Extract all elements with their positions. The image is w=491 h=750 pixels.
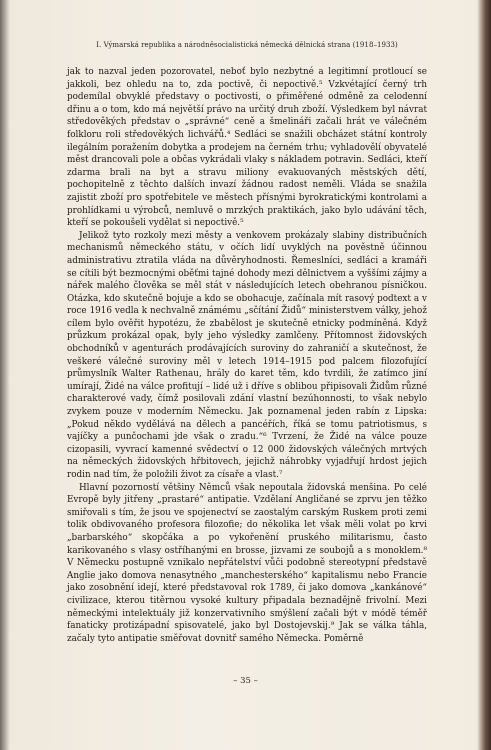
running-header: I. Výmarská republika a národněsocialistická německá dělnická strana (1918–1933) bbox=[96, 41, 398, 49]
paragraph: Hlavní pozorností většiny Němců však nepoutala židovská menšina. Po celé Evropě byly jitřeny „prastaré“ antipatie. Vzdělaní Angličané se zprvu jen těžko smiřovali s tím, že jsou ve spojenectví se zaostalým carským Ruskem proti zemi tolik obdivovaného profesora filozofie; do několika let však měli volat po krvi „barbarského“ skopčáka a po vykořenění pruského militarismu, často karikovaného s vlasy ostříhanými en brosse, jizvami ze soubojů a s monoklem.⁸ V Německu postupně vznikalo nepřátelství vůči podobně stereotypní představě Anglie jako domova nenasytného „manchesterského“ kapitalismu nebo Francie jako zosobnění idejí, které představoval rok 1789, či jako domova „kankánové“ civilizace, kterou titěrnou vysoké kultury připadala beznadějně frivolní. Mezi německými intelektuály již konzervativního smýšlení začali být v módě téměř fanaticky protizápadní spisovatelé, jako byl Dostojevskij.⁹ Jak se válka táhla, začaly tyto antipatie směřovat dovnitř samého Německa. Poměrně bbox=[67, 482, 427, 644]
book-gutter-shadow bbox=[0, 0, 10, 750]
page-number: – 35 – bbox=[233, 676, 258, 686]
book-page-edge bbox=[477, 0, 491, 750]
paragraph: Jelikož tyto rozkoly mezi městy a venkovem prokázaly slabiny distribučních mechanismů německého státu, v očích lidí uvyklých na pověstně účinnou administrativu ztratila vláda na důvěryhodnosti. Řemeslníci, sedláci a kramáři se cítili být bezmocnými oběťmi tajné dohody mezi dělnictvem a vyššími zájmy a nářek malého člověka se měl stát v následujících letech obehranou písničkou. Otázka, kdo skutečně bojuje a kdo se obohacuje, začínala mít rasový podtext a v roce 1916 vedla k nechvalně známému „sčítání Židů“ ministerstvem války, jehož cílem bylo ověřit hypotézu, že zbabělost je skutečně etnicky podmíněná. Když průzkum prokázal opak, byly jeho výsledky zamlčeny. Přítomnost židovských obchodníků v agenturách prodávajících suroviny do zahraničí a skutečnost, že veškeré válečné suroviny měl v letech 1914–1915 pod palcem filozofující průmyslník Walter Rathenau, hrály do karet těm, kdo tvrdili, že zatímco jiní umírají, Židé na válce profitují – lidé už i dříve s oblibou připisovali Židům různé charakterové vady, čímž posilovali zdání vlastní bezúhonnosti, to však nebylo zvykem pouze v moderním Německu. Jak poznamenal jeden rabín z Lipska: „Pokud někdo vydělává na dělech a pancéřích, říká se tomu patriotismus, s vajíčky a punčochami jde však o zradu.“⁶ Tvrzení, že Židé na válce pouze cizopasili, vyvrací kamenné svědectví o 12 000 židovských válečných mrtvých na německých židovských hřbitovech, jejichž náhrobky vyjadřují hrdost jejich rodin nad tím, že položili život za císaře a vlast.⁷ bbox=[67, 230, 427, 480]
paragraph: jak to nazval jeden pozorovatel, neboť bylo nezbytné a legitimní protloucí se jakkoli, bez ohledu na to, zda poctivě, či nepoctivě.⁵ Vzkvétající černý trh podemílal obvyklé představy o poctivosti, o přiměřené odměně za celodenní dřinu a o tom, kdo má největší právo na určitý druh zboží. Výsledkem byl návrat středověkých představ o „správné“ ceně a šmelináři začali hrát ve válečném folkloru roli středověkých lichvářů.⁴ Sedláci se snažili obcházet státní kontroly ilegálním poražením dobytka a prodejem na černém trhu; vyhladovělí obyvatelé měst drancovali pole a občas vykrádali vlaky s nákladem potravin. Sedláci, kteří zdarma brali na byt a stravu miliony evakuovaných městských dětí, pochopitelně z těchto dalších invazí žádnou radost neměli. Vláda se snažila zajistit zboží pro spotřebitele ve městech přísnými byrokratickými kontrolami a prohlídkami u výrobců, nemluvě o mrzkých praktikách, jako bylo udávání těch, kteří se pokoušeli vydělat si nepoctivě.⁵ bbox=[67, 67, 427, 229]
body-text bbox=[67, 66, 427, 645]
